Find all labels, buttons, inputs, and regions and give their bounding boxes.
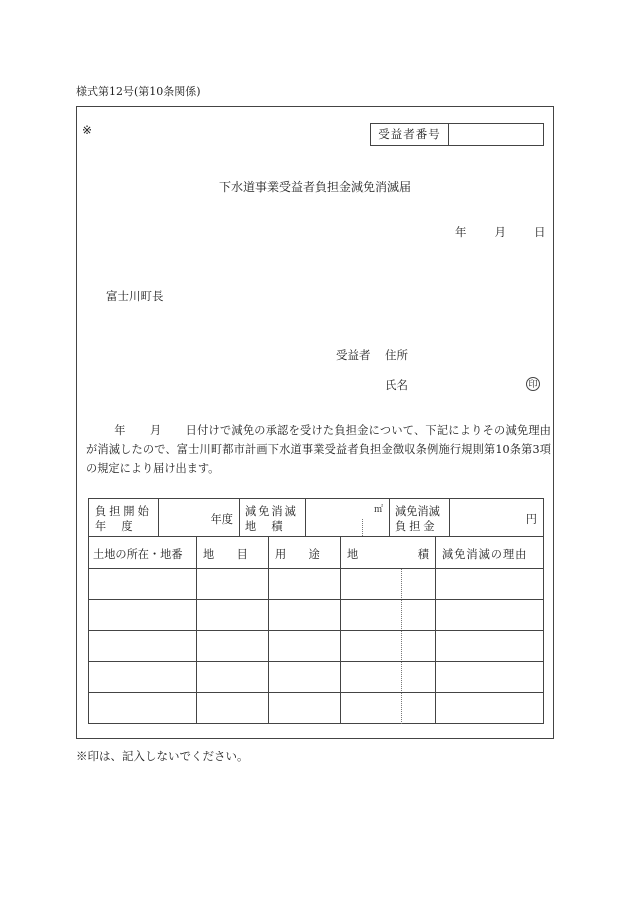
row-2-location-cell[interactable] <box>88 599 197 631</box>
row-5-location-cell[interactable] <box>88 692 197 724</box>
area-divider <box>362 519 363 536</box>
amount-label-line1: 減免消滅 <box>395 505 440 518</box>
area-divider <box>401 569 402 600</box>
address-label: 住所 <box>385 348 408 362</box>
col-header-land-category <box>196 536 269 569</box>
row-1-land-category-cell[interactable] <box>196 568 269 600</box>
footnote: ※印は、記入しないでください。 <box>76 749 249 763</box>
col-header-reason-label: 減免消滅の理由 <box>442 548 528 561</box>
row-1-usage-cell[interactable] <box>268 568 341 600</box>
col-header-location-label: 土地の所在・地番 <box>93 548 183 561</box>
body-month: 月 <box>149 424 162 437</box>
seal-mark: 印 <box>526 377 540 391</box>
row-5-land-category-cell[interactable] <box>196 692 269 724</box>
date-month: 月 <box>494 225 506 239</box>
details-table <box>88 498 544 723</box>
col-header-location <box>88 536 197 569</box>
row-3-area-cell[interactable] <box>340 630 436 662</box>
addressee: 富士川町長 <box>106 289 164 303</box>
name-label: 氏名 <box>385 378 408 392</box>
start-year-value-cell[interactable] <box>158 498 240 537</box>
amount-unit: 円 <box>525 513 537 526</box>
area-divider <box>401 693 402 724</box>
body-text: 日付けで減免の承認を受けた負担金について、下記によりその減免理由が消滅したので、富士川町都市計画下水道事業受益者負担金徴収条例施行規則第10条第3項の規定により届け出ます。 <box>86 424 551 475</box>
row-3-usage-cell[interactable] <box>268 630 341 662</box>
area-label-cell <box>239 498 306 537</box>
row-2-reason-cell[interactable] <box>435 599 544 631</box>
start-year-label-line2: 年 度 <box>95 520 135 533</box>
row-2-area-cell[interactable] <box>340 599 436 631</box>
fiscal-year-unit: 年度 <box>210 513 233 526</box>
col-header-area <box>340 536 436 569</box>
row-3-reason-cell[interactable] <box>435 630 544 662</box>
applicant-label: 受益者 <box>336 348 371 362</box>
notification-body <box>86 421 551 478</box>
col-header-land-category-label: 地 目 <box>203 548 248 561</box>
row-4-land-category-cell[interactable] <box>196 661 269 693</box>
area-label-line2: 地 積 <box>245 520 285 533</box>
recipient-number-field[interactable] <box>449 124 543 145</box>
row-4-usage-cell[interactable] <box>268 661 341 693</box>
start-year-label-cell <box>88 498 159 537</box>
area-unit: ㎡ <box>373 505 383 515</box>
row-1-reason-cell[interactable] <box>435 568 544 600</box>
amount-label-cell <box>389 498 450 537</box>
col-header-area-label-1: 地 <box>347 548 359 561</box>
row-1-location-cell[interactable] <box>88 568 197 600</box>
row-5-area-cell[interactable] <box>340 692 436 724</box>
col-header-area-label-2: 積 <box>417 548 429 561</box>
row-3-location-cell[interactable] <box>88 630 197 662</box>
document-title: 下水道事業受益者負担金減免消滅届 <box>218 180 411 194</box>
row-4-location-cell[interactable] <box>88 661 197 693</box>
office-use-mark: ※ <box>82 123 93 137</box>
body-year: 年 <box>114 424 126 437</box>
start-year-label-line1: 負担開始 <box>95 505 152 518</box>
area-value-cell[interactable] <box>305 498 390 537</box>
col-header-usage <box>268 536 341 569</box>
date-day: 日 <box>534 225 546 239</box>
row-2-usage-cell[interactable] <box>268 599 341 631</box>
recipient-number-label: 受益者番号 <box>371 124 449 145</box>
row-3-land-category-cell[interactable] <box>196 630 269 662</box>
row-2-land-category-cell[interactable] <box>196 599 269 631</box>
row-1-area-cell[interactable] <box>340 568 436 600</box>
amount-value-cell[interactable] <box>449 498 544 537</box>
date-line <box>455 224 546 240</box>
col-header-reason <box>435 536 544 569</box>
area-divider <box>401 631 402 662</box>
row-5-reason-cell[interactable] <box>435 692 544 724</box>
amount-label-line2: 負担金 <box>395 520 438 533</box>
recipient-number-box <box>370 123 544 146</box>
col-header-usage-label: 用 途 <box>275 548 320 561</box>
date-year: 年 <box>455 225 467 239</box>
row-4-reason-cell[interactable] <box>435 661 544 693</box>
row-4-area-cell[interactable] <box>340 661 436 693</box>
row-5-usage-cell[interactable] <box>268 692 341 724</box>
area-divider <box>401 600 402 631</box>
area-label-line1: 減免消滅 <box>245 505 298 518</box>
area-divider <box>401 662 402 693</box>
form-number: 様式第12号(第10条関係) <box>76 85 201 98</box>
